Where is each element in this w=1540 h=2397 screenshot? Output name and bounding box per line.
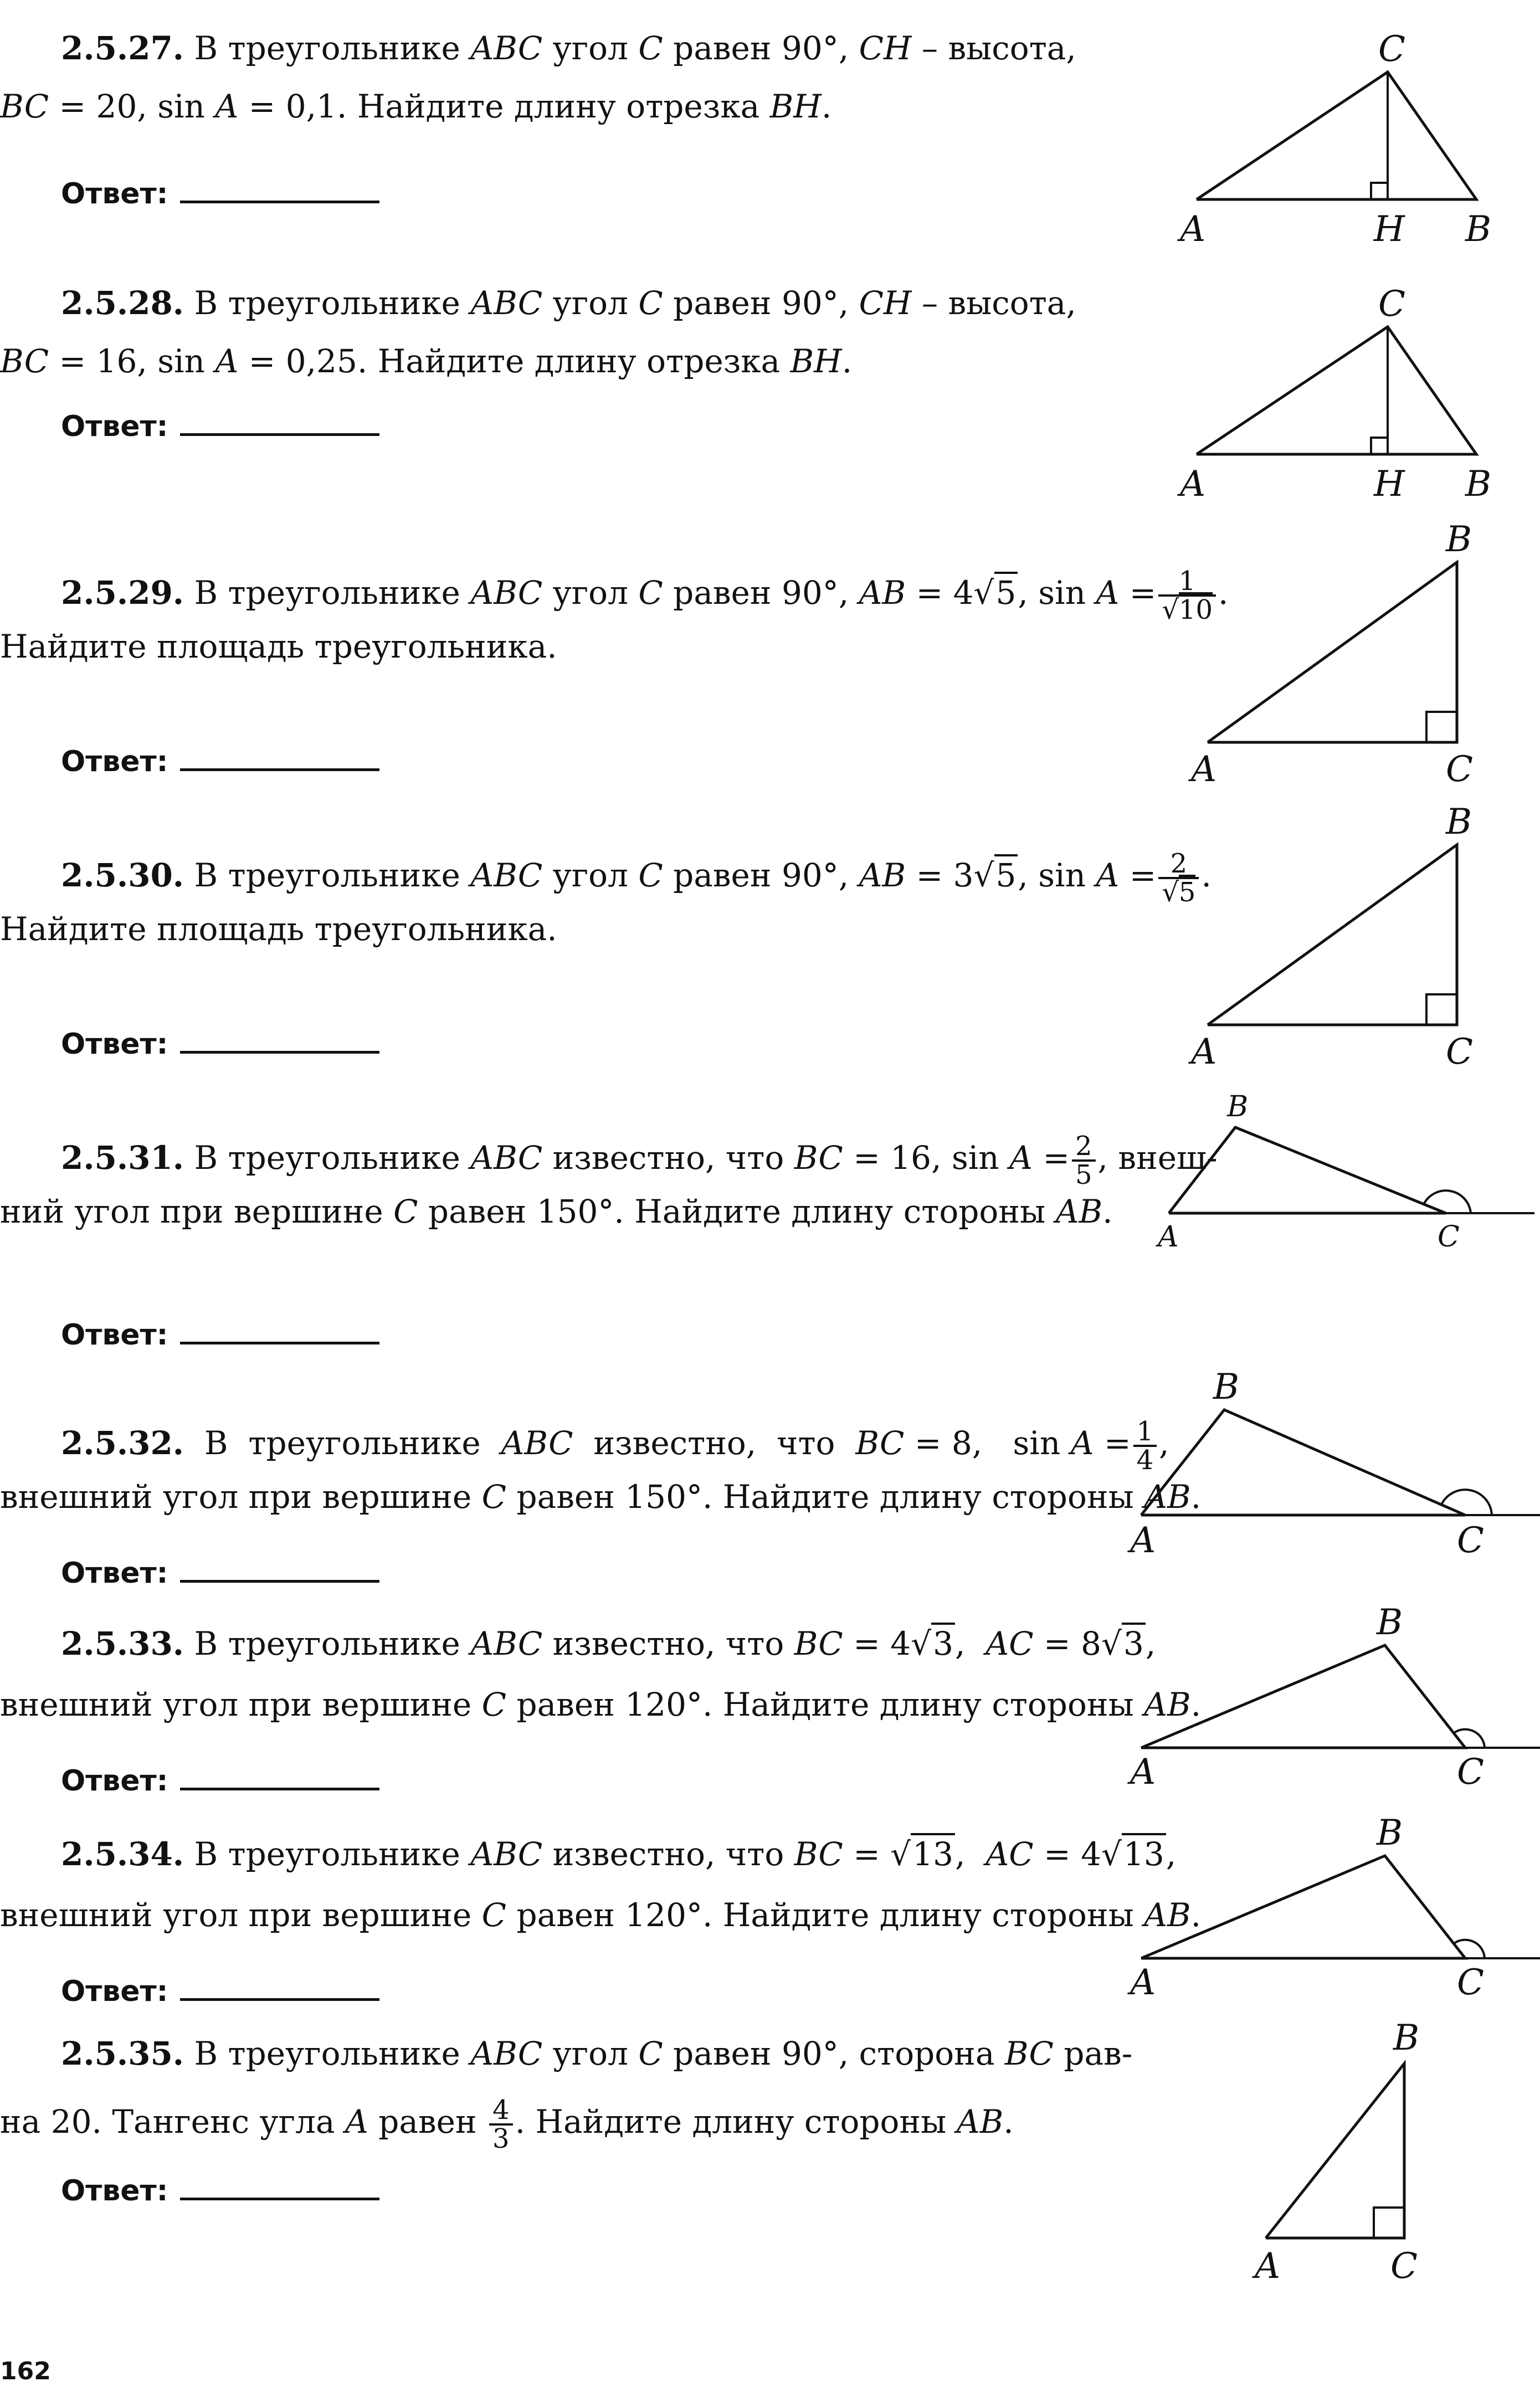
figure-2-5-31 bbox=[1152, 1086, 1534, 1265]
vertex-label-b: B bbox=[1213, 1367, 1240, 1408]
answer-field[interactable]: Ответ: bbox=[61, 1975, 379, 2008]
vertex-label-b: B bbox=[1377, 1602, 1403, 1643]
vertex-label-c: C bbox=[1446, 749, 1473, 790]
problem-text-line2: BC = 20, sin A = 0,1. Найдите длину отрезка BH. bbox=[0, 88, 832, 125]
triangle-sides bbox=[1266, 2064, 1404, 2238]
figure-2-5-28 bbox=[1174, 283, 1507, 517]
answer-blank[interactable] bbox=[180, 1045, 379, 1054]
figure-2-5-33 bbox=[1130, 1595, 1540, 1792]
vertex-label-c: C bbox=[1390, 2246, 1418, 2287]
figure-2-5-29 bbox=[1174, 521, 1507, 789]
page-number: 162 bbox=[0, 2357, 51, 2385]
problem-number: 2.5.34. bbox=[61, 1835, 184, 1873]
answer-blank[interactable] bbox=[180, 2192, 379, 2200]
problem-text-line1: 2.5.35. В треугольнике ABC угол C равен 90°, сторона BC рав- bbox=[61, 2035, 1133, 2072]
fraction: $\frac{1}{√10}$ bbox=[1158, 568, 1216, 623]
vertex-label-a: A bbox=[1191, 1031, 1217, 1072]
right-angle-mark bbox=[1426, 994, 1457, 1025]
vertex-label-a: A bbox=[1180, 464, 1206, 505]
triangle-diagram bbox=[1174, 519, 1507, 790]
fraction: $\frac{4}{3}$ bbox=[489, 2097, 513, 2152]
triangle-sides bbox=[1141, 1645, 1465, 1748]
answer-field[interactable]: Ответ: bbox=[61, 1764, 379, 1798]
vertex-label-b: B bbox=[1465, 209, 1492, 250]
vertex-label-a: A bbox=[1158, 1220, 1179, 1254]
answer-blank[interactable] bbox=[180, 1782, 379, 1790]
figure-2-5-30 bbox=[1174, 803, 1507, 1071]
problem-text-line2: внешний угол при вершине C равен 120°. Найдите длину стороны AB. bbox=[0, 1896, 1202, 1934]
answer-field[interactable]: Ответ: bbox=[61, 1557, 379, 1590]
answer-field[interactable]: Ответ: bbox=[61, 1318, 379, 1352]
problem-number: 2.5.30. bbox=[61, 856, 184, 895]
vertex-label-b: B bbox=[1446, 519, 1472, 560]
problem-text-line1: 2.5.32. В треугольнике ABC известно, что BC = 8, sin A = $\frac{1}{4}$ , bbox=[61, 1416, 1169, 1476]
problem-text-line1: 2.5.27. В треугольнике ABC угол C равен 90°, CH – высота, bbox=[61, 29, 1076, 67]
fraction: $\frac{2}{5}$ bbox=[1072, 1133, 1096, 1188]
vertex-label-c: C bbox=[1438, 1220, 1460, 1254]
triangle-diagram bbox=[1174, 802, 1507, 1072]
triangle-sides bbox=[1141, 1856, 1465, 1958]
right-angle-mark bbox=[1371, 183, 1388, 199]
problem-text-line2: внешний угол при вершине C равен 120°. Найдите длину стороны AB. bbox=[0, 1686, 1202, 1723]
vertex-label-c: C bbox=[1457, 1962, 1484, 2003]
problem-text-line1: 2.5.28. В треугольнике ABC угол C равен 90°, CH – высота, bbox=[61, 284, 1076, 322]
triangle-sides bbox=[1208, 845, 1457, 1025]
answer-blank[interactable] bbox=[180, 195, 379, 203]
right-angle-mark bbox=[1371, 438, 1388, 454]
exterior-angle-arc bbox=[1441, 1490, 1492, 1515]
figure-2-5-34 bbox=[1130, 1806, 1540, 2002]
triangle-sides bbox=[1197, 72, 1476, 199]
right-angle-mark bbox=[1426, 712, 1457, 742]
vertex-label-a: A bbox=[1180, 209, 1206, 250]
vertex-label-c: C bbox=[1457, 1752, 1484, 1793]
problem-number: 2.5.35. bbox=[61, 2035, 184, 2072]
vertex-label-a: A bbox=[1130, 1520, 1156, 1561]
problem-text-line1: 2.5.31. В треугольнике ABC известно, что BC = 16, sin A = $\frac{2}{5}$ , внеш- bbox=[61, 1131, 1218, 1190]
answer-blank[interactable] bbox=[180, 763, 379, 771]
problem-number: 2.5.29. bbox=[61, 574, 184, 612]
problem-text-line2: ний угол при вершине C равен 150°. Найдите длину стороны AB. bbox=[0, 1193, 1113, 1230]
fraction: $\frac{2}{√5}$ bbox=[1158, 850, 1199, 906]
vertex-label-a: A bbox=[1130, 1752, 1156, 1793]
problem-text-line1: 2.5.33. В треугольнике ABC известно, что BC = 4√3, AC = 8√3, bbox=[61, 1626, 1156, 1662]
vertex-label-c: C bbox=[1378, 284, 1405, 325]
problem-text-line2: BC = 16, sin A = 0,25. Найдите длину отрезка BH. bbox=[0, 342, 853, 380]
answer-field[interactable]: Ответ: bbox=[61, 1028, 379, 1061]
answer-field[interactable]: Ответ: bbox=[61, 410, 379, 443]
triangle-diagram bbox=[1152, 1086, 1534, 1263]
vertex-label-c: C bbox=[1457, 1520, 1484, 1561]
answer-blank[interactable] bbox=[180, 428, 379, 436]
problem-number: 2.5.32. bbox=[61, 1424, 184, 1462]
problem-number: 2.5.31. bbox=[61, 1139, 184, 1177]
vertex-label-b: B bbox=[1465, 464, 1492, 505]
triangle-diagram bbox=[1241, 2016, 1462, 2293]
vertex-label-h: H bbox=[1374, 464, 1405, 505]
triangle-sides bbox=[1197, 327, 1476, 454]
vertex-label-h: H bbox=[1374, 209, 1405, 250]
vertex-label-b: B bbox=[1446, 802, 1472, 843]
problem-text-line2: Найдите площадь треугольника. bbox=[0, 910, 557, 948]
figure-2-5-27 bbox=[1174, 28, 1507, 263]
exterior-angle-arc bbox=[1424, 1190, 1471, 1213]
triangle-sides bbox=[1141, 1410, 1465, 1515]
triangle-diagram bbox=[1174, 28, 1507, 260]
problem-text-line2: Найдите площадь треугольника. bbox=[0, 628, 557, 665]
triangle-sides bbox=[1208, 562, 1457, 742]
problem-text-line1: 2.5.34. В треугольнике ABC известно, что BC = √13, AC = 4√13, bbox=[61, 1836, 1176, 1872]
vertex-label-a: A bbox=[1130, 1962, 1156, 2003]
problem-number: 2.5.27. bbox=[61, 29, 184, 67]
vertex-label-b: B bbox=[1393, 2018, 1420, 2059]
triangle-sides bbox=[1169, 1127, 1446, 1213]
problem-number: 2.5.28. bbox=[61, 284, 184, 322]
vertex-label-b: B bbox=[1227, 1090, 1249, 1123]
vertex-label-a: A bbox=[1191, 749, 1217, 790]
triangle-diagram bbox=[1174, 283, 1507, 515]
triangle-diagram bbox=[1130, 1363, 1540, 1562]
figure-2-5-32 bbox=[1130, 1363, 1540, 1564]
vertex-label-c: C bbox=[1446, 1031, 1473, 1072]
triangle-diagram bbox=[1130, 1595, 1540, 1793]
problem-text-line2: внешний угол при вершине C равен 150°. Найдите длину стороны AB. bbox=[0, 1478, 1202, 1516]
answer-blank[interactable] bbox=[180, 1574, 379, 1583]
problem-text-line2: на 20. Тангенс угла A равен $\frac{4}{3}$ . Найдите длину стороны AB. bbox=[0, 2095, 1014, 2154]
answer-field[interactable]: Ответ: bbox=[61, 745, 379, 778]
answer-field[interactable]: Ответ: bbox=[61, 2174, 379, 2208]
fraction: $\frac{1}{4}$ bbox=[1133, 1418, 1157, 1474]
vertex-label-b: B bbox=[1377, 1813, 1403, 1854]
problem-text-line1: 2.5.29. В треугольнике ABC угол C равен 90°, AB = 4√5, sin A = $\frac{1}{√10}$ . bbox=[61, 566, 1229, 625]
vertex-label-c: C bbox=[1378, 29, 1405, 70]
triangle-diagram bbox=[1130, 1806, 1540, 2003]
problem-number: 2.5.33. bbox=[61, 1625, 184, 1662]
answer-blank[interactable] bbox=[180, 1993, 379, 2001]
answer-field[interactable]: Ответ: bbox=[61, 177, 379, 211]
vertex-label-a: A bbox=[1255, 2246, 1281, 2287]
right-angle-mark bbox=[1374, 2208, 1404, 2238]
figure-2-5-35 bbox=[1241, 2016, 1462, 2296]
problem-text-line1: 2.5.30. В треугольнике ABC угол C равен 90°, AB = 3√5, sin A = $\frac{2}{√5}$ . bbox=[61, 848, 1212, 908]
answer-blank[interactable] bbox=[180, 1336, 379, 1344]
